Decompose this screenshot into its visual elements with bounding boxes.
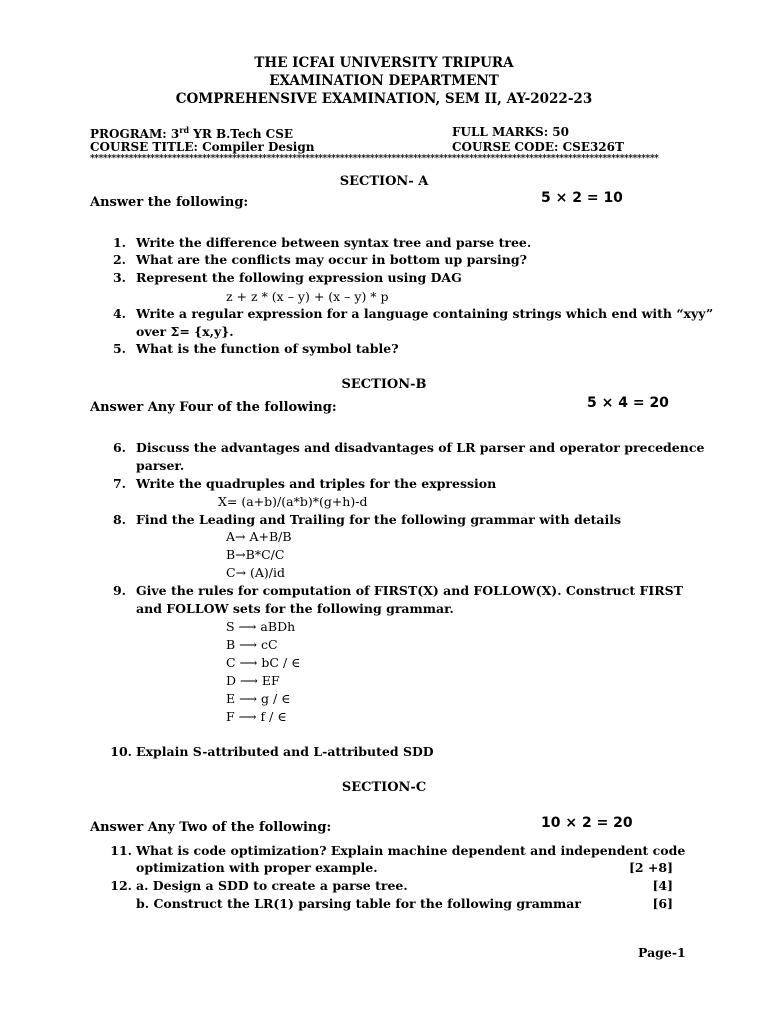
question-2 [0, 252, 768, 268]
question-8 [0, 512, 768, 528]
question-7 [0, 476, 768, 492]
question-12a-text: a. Design a SDD to create a parse tree. [136, 878, 408, 893]
question-1 [0, 235, 768, 251]
section-a-marks: 5 × 2 = 10 [541, 190, 623, 206]
question-text: Write the difference between syntax tree and parse tree. [136, 235, 532, 250]
question-11-continuation-row [0, 860, 768, 876]
question-number: 1. [112, 235, 126, 250]
dag-expression: z + z * (x – y) + (x – y) * p [226, 289, 389, 304]
section-b-marks: 5 × 4 = 20 [587, 395, 669, 411]
course-title: COURSE TITLE: Compiler Design [90, 140, 315, 154]
grammar-9-rule: B ⟶ cC [226, 637, 278, 652]
section-c-instruction: Answer Any Two of the following: [90, 820, 332, 835]
question-9 [0, 583, 768, 599]
question-12b-row [0, 896, 768, 912]
question-text: What is code optimization? Explain machine dependent and independent code [136, 843, 686, 858]
question-text: What is the function of symbol table? [136, 341, 399, 356]
university-name: THE ICFAI UNIVERSITY TRIPURA [254, 55, 514, 71]
section-c-marks: 10 × 2 = 20 [541, 815, 633, 831]
question-number: 2. [112, 252, 126, 267]
grammar-9-rule: C ⟶ bC / ∈ [226, 655, 301, 670]
question-text: Write a regular expression for a language containing strings which end with “xyy” [136, 306, 714, 321]
question-text: Explain S-attributed and L-attributed SDD [136, 744, 434, 759]
program-year: 3 [170, 127, 180, 141]
full-marks: FULL MARKS: 50 [452, 125, 570, 139]
question-4-continuation: over Σ= {x,y}. [136, 324, 234, 339]
department-name: EXAMINATION DEPARTMENT [269, 73, 499, 89]
question-12b-text: b. Construct the LR(1) parsing table for the following grammar [136, 896, 581, 911]
page-number: Page-1 [638, 945, 686, 960]
question-6-continuation: parser. [136, 458, 185, 473]
program-name: YR B.Tech CSE [193, 127, 294, 141]
question-number: 4. [112, 306, 126, 321]
question-number: 7. [112, 476, 126, 491]
separator-line: ************************************************************************************************************************************ [90, 154, 659, 164]
question-11 [0, 843, 768, 859]
question-number: 12. [110, 878, 132, 893]
question-12 [0, 878, 768, 894]
question-12b-marks: [6] [652, 896, 673, 911]
question-number: 6. [112, 440, 126, 455]
question-number: 9. [112, 583, 126, 598]
question-4 [0, 306, 768, 322]
quadruple-expression: X= (a+b)/(a*b)*(g+h)-d [218, 494, 368, 509]
question-12a-marks: [4] [652, 878, 673, 893]
grammar-9-rule: D ⟶ EF [226, 673, 280, 688]
question-5 [0, 341, 768, 357]
question-number: 11. [110, 843, 132, 858]
question-number: 3. [112, 270, 126, 285]
question-text: Represent the following expression using DAG [136, 270, 462, 285]
section-b-title: SECTION-B [341, 377, 427, 392]
program-line [90, 125, 293, 141]
question-11-continuation: optimization with proper example. [136, 860, 378, 875]
section-a-instruction: Answer the following: [90, 195, 249, 210]
question-text: Give the rules for computation of FIRST(X) and FOLLOW(X). Construct FIRST [136, 583, 683, 598]
question-9-continuation: and FOLLOW sets for the following grammar. [136, 601, 454, 616]
question-3 [0, 270, 768, 286]
question-11-marks: [2 +8] [628, 860, 673, 875]
exam-title: COMPREHENSIVE EXAMINATION, SEM II, AY-2022-23 [175, 91, 593, 107]
course-code: COURSE CODE: CSE326T [452, 140, 624, 154]
question-number: 5. [112, 341, 126, 356]
question-text: What are the conflicts may occur in bottom up parsing? [136, 252, 527, 267]
question-text: Discuss the advantages and disadvantages of LR parser and operator precedence [136, 440, 705, 455]
grammar-9-rule: E ⟶ g / ∈ [226, 691, 291, 706]
question-number: 10. [110, 744, 132, 759]
grammar-8-rule: A→ A+B/B [226, 529, 292, 544]
grammar-8-rule: C→ (A)/id [226, 565, 286, 580]
section-c-title: SECTION-C [341, 780, 427, 795]
program-label: PROGRAM: [90, 127, 167, 141]
grammar-9-rule: F ⟶ f / ∈ [226, 709, 287, 724]
section-b-instruction: Answer Any Four of the following: [90, 400, 337, 415]
question-number: 8. [112, 512, 126, 527]
grammar-8-rule: B→B*C/C [226, 547, 285, 562]
question-text: Write the quadruples and triples for the expression [136, 476, 497, 491]
grammar-9-rule: S ⟶ aBDh [226, 619, 296, 634]
section-a-title: SECTION- A [339, 174, 429, 189]
program-year-suffix: rd [179, 125, 190, 135]
question-10 [0, 744, 768, 760]
question-6 [0, 440, 768, 456]
question-text: Find the Leading and Trailing for the following grammar with details [136, 512, 622, 527]
